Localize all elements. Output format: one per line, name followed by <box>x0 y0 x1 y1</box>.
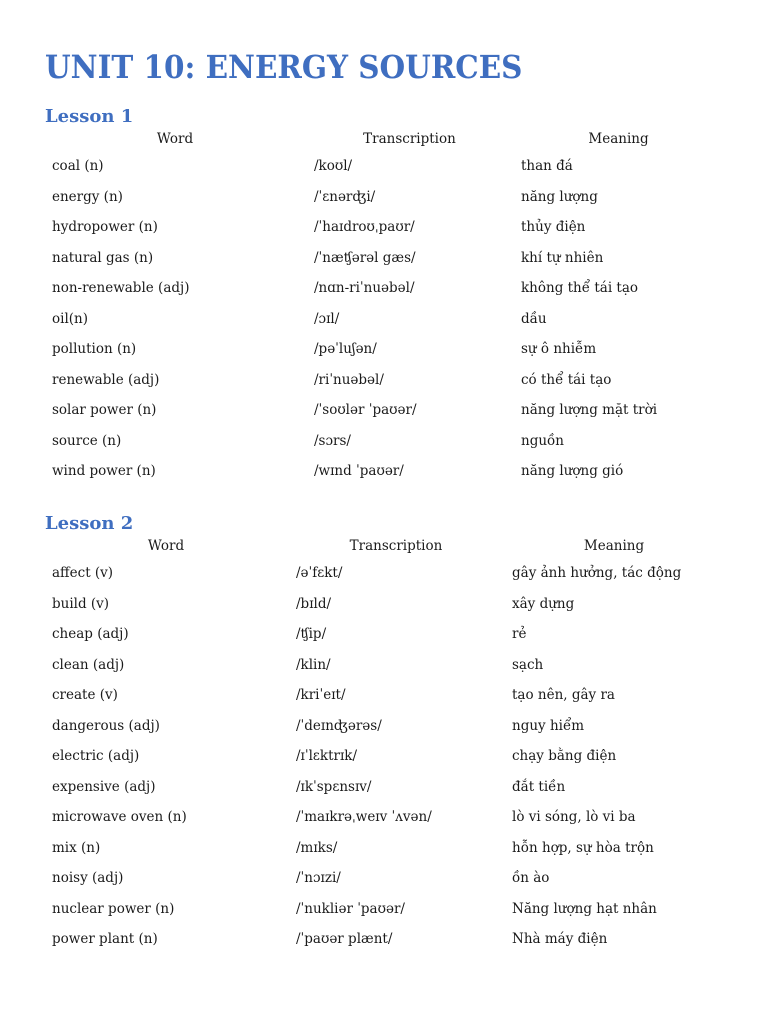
column-header-transcription: Transcription <box>349 538 443 554</box>
table-row <box>44 924 724 955</box>
vocab-meaning: gây ảnh hưởng, tác động <box>512 565 682 582</box>
table-row <box>44 589 724 620</box>
vocab-meaning: khí tự nhiên <box>521 249 604 266</box>
table-row <box>44 456 724 487</box>
vocab-transcription: /ˈhaɪdroʊˌpaʊr/ <box>314 219 415 236</box>
vocab-meaning: sạch <box>512 656 544 673</box>
table-row <box>44 365 724 396</box>
vocab-meaning: lò vi sóng, lò vi ba <box>512 809 636 826</box>
vocab-transcription: /ˈɛnərʤi/ <box>314 188 376 205</box>
vocab-meaning: nguồn <box>521 432 564 449</box>
column-header-transcription: Transcription <box>363 131 456 147</box>
vocab-transcription: /ˈmaɪkrəˌweɪv ˈʌvən/ <box>296 809 432 826</box>
table-row <box>44 680 724 711</box>
vocab-transcription: /əˈfɛkt/ <box>296 565 343 582</box>
vocab-transcription: /ɪkˈspɛnsɪv/ <box>296 778 372 795</box>
vocab-meaning: dầu <box>521 310 547 327</box>
vocab-word: clean (adj) <box>52 656 125 673</box>
vocab-transcription: /ˈsoʊlər ˈpaʊər/ <box>314 402 417 419</box>
vocab-transcription: /klin/ <box>296 656 331 673</box>
vocab-meaning: xây dựng <box>512 595 575 612</box>
table-row <box>44 650 724 681</box>
vocab-meaning: thủy điện <box>521 219 586 236</box>
vocab-meaning: năng lượng mặt trời <box>521 402 658 419</box>
table-row <box>44 558 724 589</box>
lesson-1-vocab-table <box>44 127 724 487</box>
table-row <box>44 772 724 803</box>
vocab-word: source (n) <box>52 432 122 449</box>
column-header-word: Word <box>147 538 185 554</box>
vocab-transcription: /ˈpaʊər plænt/ <box>296 931 393 948</box>
vocab-transcription: /mɪks/ <box>296 839 338 856</box>
vocab-word: mix (n) <box>52 839 101 856</box>
vocab-transcription: /ˈnæʧərəl gæs/ <box>314 249 416 266</box>
vocab-transcription: /ɪˈlɛktrɪk/ <box>296 748 357 765</box>
vocab-word: expensive (adj) <box>52 778 156 795</box>
vocab-word: oil(n) <box>52 310 88 327</box>
vocab-word: electric (adj) <box>52 748 140 765</box>
table-row <box>44 395 724 426</box>
vocab-word: affect (v) <box>52 565 114 582</box>
vocab-word: natural gas (n) <box>52 249 154 266</box>
table-row <box>44 273 724 304</box>
table-row <box>44 894 724 925</box>
vocab-meaning: tạo nên, gây ra <box>512 687 615 704</box>
vocab-word: pollution (n) <box>52 341 137 358</box>
vocab-meaning: hỗn hợp, sự hòa trộn <box>512 839 654 856</box>
vocab-word: nuclear power (n) <box>52 900 175 917</box>
vocab-word: create (v) <box>52 687 118 704</box>
vocab-transcription: /pəˈluʃən/ <box>314 341 377 358</box>
column-header-meaning: Meaning <box>583 538 645 554</box>
vocab-transcription: /ɔɪl/ <box>314 310 340 327</box>
vocab-word: power plant (n) <box>52 931 158 948</box>
table-row <box>44 212 724 243</box>
vocab-transcription: /koʊl/ <box>314 158 353 175</box>
table-header-row <box>44 534 724 558</box>
lesson-2-heading: Lesson 2 <box>45 513 134 534</box>
vocab-meaning: nguy hiểm <box>512 717 585 734</box>
vocab-transcription: /ˈnɔɪzi/ <box>296 870 341 887</box>
vocab-meaning: năng lượng gió <box>521 463 624 480</box>
vocab-word: microwave oven (n) <box>52 809 187 826</box>
vocab-word: noisy (adj) <box>52 870 124 887</box>
vocab-word: wind power (n) <box>52 463 156 480</box>
vocab-meaning: năng lượng <box>521 188 598 205</box>
vocab-meaning: chạy bằng điện <box>512 748 617 765</box>
lesson-1-heading: Lesson 1 <box>45 106 134 127</box>
vocab-word: hydropower (n) <box>52 219 158 236</box>
vocab-word: dangerous (adj) <box>52 717 160 734</box>
vocab-transcription: /ˈnukliər ˈpaʊər/ <box>296 900 405 917</box>
vocab-word: energy (n) <box>52 188 123 205</box>
vocab-transcription: /kriˈeɪt/ <box>296 687 346 704</box>
table-row <box>44 334 724 365</box>
table-row <box>44 304 724 335</box>
vocab-word: cheap (adj) <box>52 626 129 643</box>
lesson-2-vocab-table <box>44 534 724 955</box>
vocab-transcription: /riˈnuəbəl/ <box>314 371 384 388</box>
table-row <box>44 243 724 274</box>
vocab-word: non-renewable (adj) <box>52 280 190 297</box>
vocab-meaning: sự ô nhiễm <box>521 341 597 358</box>
table-row <box>44 863 724 894</box>
vocab-meaning: rẻ <box>512 626 527 643</box>
column-header-word: Word <box>156 131 194 147</box>
vocab-word: solar power (n) <box>52 402 157 419</box>
vocab-meaning: ồn ào <box>512 870 550 887</box>
table-row <box>44 619 724 650</box>
vocab-meaning: than đá <box>521 158 573 175</box>
vocab-meaning: Nhà máy điện <box>512 931 608 948</box>
table-row <box>44 711 724 742</box>
column-header-meaning: Meaning <box>588 131 649 147</box>
vocab-word: build (v) <box>52 595 110 612</box>
table-row <box>44 426 724 457</box>
table-row <box>44 182 724 213</box>
table-header-row <box>44 127 724 151</box>
vocab-transcription: /ˈdeɪnʤərəs/ <box>296 717 382 734</box>
table-row <box>44 802 724 833</box>
vocab-transcription: /bɪld/ <box>296 595 332 612</box>
vocab-meaning: đắt tiền <box>512 778 566 795</box>
vocab-transcription: /nɑn-riˈnuəbəl/ <box>314 280 415 297</box>
vocab-word: coal (n) <box>52 158 104 175</box>
table-row <box>44 151 724 182</box>
table-row <box>44 741 724 772</box>
vocab-word: renewable (adj) <box>52 371 160 388</box>
vocab-meaning: không thể tái tạo <box>521 280 639 297</box>
vocab-transcription: /wɪnd ˈpaʊər/ <box>314 463 404 480</box>
vocab-transcription: /ʧip/ <box>296 626 327 643</box>
table-row <box>44 833 724 864</box>
page-title: UNIT 10: ENERGY SOURCES <box>45 48 523 86</box>
vocab-meaning: Năng lượng hạt nhân <box>512 900 657 917</box>
vocab-meaning: có thể tái tạo <box>521 371 612 388</box>
vocab-transcription: /sɔrs/ <box>314 432 351 449</box>
